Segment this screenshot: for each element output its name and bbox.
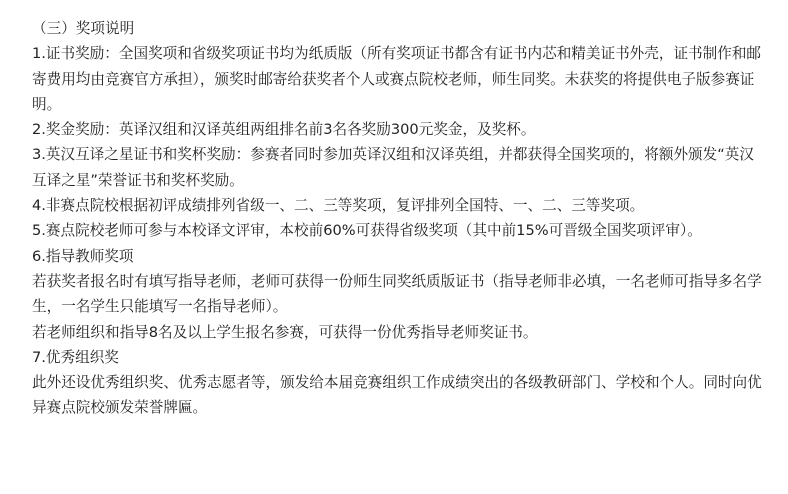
section-heading: （三）奖项说明 bbox=[32, 20, 135, 37]
award-item-7-paragraph-1: 此外还设优秀组织奖、优秀志愿者等，颁发给本届竞赛组织工作成绩突出的各级教研部门、学校和个人。同时向优异赛点院校颁发荣誉牌匾。 bbox=[32, 374, 762, 417]
award-item-6-paragraph-1: 若获奖者报名时有填写指导老师，老师可获得一份师生同奖纸质版证书（指导老师非必填，一名老师可指导多名学生，一名学生只能填写一名指导老师）。 bbox=[32, 272, 762, 316]
award-item-3-translation-star: 3.英汉互译之星证书和奖杯奖励：参赛者同时参加英译汉组和汉译英组，并都获得全国奖项的，将额外颁发“英汉互译之星”荣誉证书和奖杯奖励。 bbox=[32, 146, 754, 189]
award-item-6-paragraph-2: 若老师组织和指导8名及以上学生报名参赛，可获得一份优秀指导老师奖证书。 bbox=[32, 323, 538, 341]
award-item-5-host-school-teachers: 5.赛点院校老师可参与本校译文评审，本校前60%可获得省级奖项（其中前15%可晋级全国奖项评审）。 bbox=[32, 222, 702, 240]
award-item-6-title: 6.指导教师奖项 bbox=[32, 247, 134, 265]
award-item-2-prize-money: 2.奖金奖励：英译汉组和汉译英组两组排名前3名各奖励300元奖金，及奖杯。 bbox=[32, 121, 536, 139]
award-item-4-non-host-schools: 4.非赛点院校根据初评成绩排列省级一、二、三等奖项，复评排列全国特、一、二、三等奖项。 bbox=[32, 197, 645, 215]
award-item-7-title: 7.优秀组织奖 bbox=[32, 348, 119, 366]
award-item-1-certificate: 1.证书奖励：全国奖项和省级奖项证书均为纸质版（所有奖项证书都含有证书内芯和精美证书外壳，证书制作和邮寄费用均由竞赛官方承担），颁奖时邮寄给获奖者个人或赛点院校老师，师生同奖。未获奖的将提供电子版参赛证明。 bbox=[32, 45, 762, 113]
